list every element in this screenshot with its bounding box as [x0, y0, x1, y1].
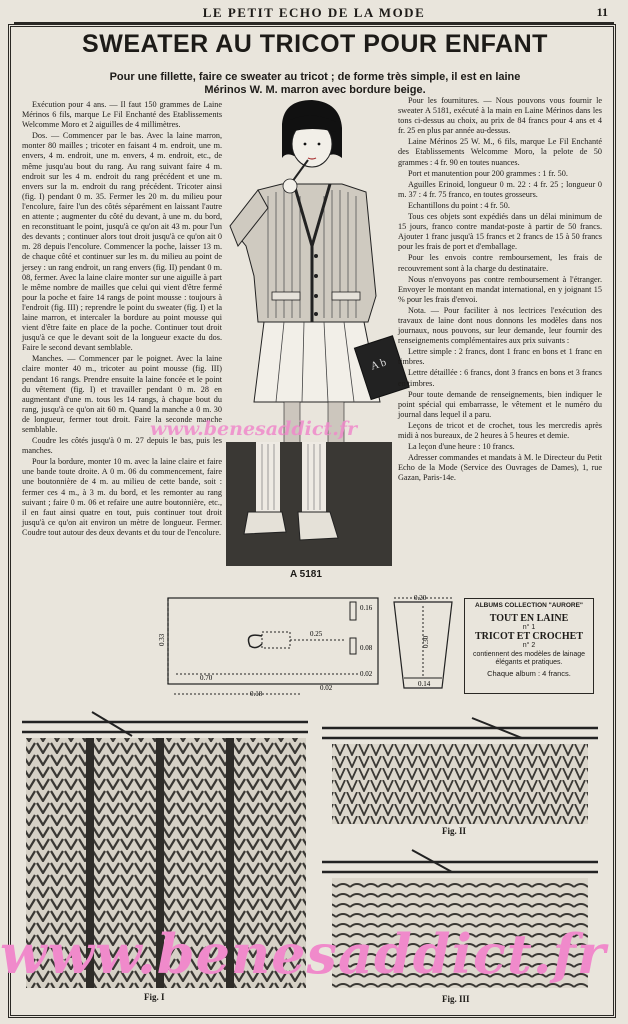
- paragraph: Port et manutention pour 200 grammes : 1 fr. 50.: [408, 168, 568, 178]
- magazine-name: LE PETIT ECHO DE LA MODE: [202, 5, 426, 20]
- paragraph: Laine Mérinos 25 W. M., 6 fils, marque Le Fil Enchanté des Etablissements Welcomme Moro, la pelote de 50 grammes : 4 fr. 90 en toutes nuances.: [398, 137, 602, 167]
- paragraph: Leçons de tricot et de crochet, tous les mercredis après midi à nos bureaux, de 2 heures à 5 heures et demie.: [398, 420, 602, 440]
- album-description: contiennent des modèles de lainage élégants et pratiques.: [472, 651, 586, 666]
- sleeve-cuff: 0.14: [418, 680, 431, 688]
- paragraph: Pour la bordure, monter 10 m. avec la laine claire et faire une bande toute droite. A 0 m. 06 du commencement, faire une boutonnière de 4 m. au milieu de cette bande, soit : fermer ces 4 m., à 3 m. du bord, et les remonter au rang suivant ; faire 0 m. 06 et refaire une autre boutonnière, etc., il en faut ainsi quatre en tout, puis continuer tout droit jusqu'à ce qu'on ait environ un mètre de longueur. Fermer. Coudre tout autour des deux devants et du tour de l'encolure.: [22, 457, 222, 537]
- paragraph: Adresser commandes et mandats à M. le Directeur du Petit Echo de la Mode (Service des Ouvrages de Dames), 1, rue Gazan, Paris-14e.: [398, 453, 602, 483]
- chalk-text: A b: [369, 356, 388, 373]
- sleeve-pattern-diagram: [388, 592, 458, 696]
- measure-bottom-small: 0.02: [320, 684, 333, 692]
- measure-height: 0.33: [158, 633, 166, 646]
- stitch-figure-2: [322, 708, 598, 826]
- page-number: 11: [596, 5, 608, 19]
- album-price: Chaque album : 4 francs.: [487, 669, 571, 678]
- album-number-1: n° 1: [522, 624, 536, 631]
- supplies-column: [398, 96, 602, 588]
- measure-pocket-width: 0.25: [310, 630, 323, 638]
- page-header: [14, 4, 614, 24]
- watermark-small: www.benesaddict.fr: [150, 418, 357, 440]
- measure-width: 0.70: [200, 674, 213, 682]
- fig-1-label: Fig. I: [144, 992, 165, 1002]
- fig-3-label: Fig. III: [442, 994, 470, 1004]
- paragraph: Pour toute demande de renseignements, bien indiquer le point spécial qui embarrasse, le vêtement et le numéro du journal dans lequel il a paru.: [398, 389, 602, 419]
- paragraph: Exécution pour 4 ans. — Il faut 150 grammes de Laine Mérinos 6 fils, marque Le Fil Enchanté des Etablissements Welcomme Moro et 2 aiguilles de 4 millimètres.: [22, 100, 222, 130]
- paragraph: Lettre simple : 2 francs, dont 1 franc en bons et 1 franc en timbres.: [398, 347, 602, 367]
- paragraph: Pour les fournitures. — Nous pouvons vous fournir le sweater A 5181, exécuté à la main en Laine Mérinos dans les tons ci-dessus au choix, au prix de 84 francs pour 4 ans et 4 fr. 25 en plus par année au-dessus.: [398, 96, 602, 136]
- paragraph: Lettre détaillée : 6 francs, dont 3 francs en bons et 3 francs en timbres.: [398, 368, 602, 388]
- paragraph: Coudre les côtés jusqu'à 0 m. 27 depuis le bas, puis les manches.: [22, 436, 222, 456]
- paragraph: Nota. — Pour faciliter à nos lectrices l'exécution des travaux de laine dont nous donnons les modèles dans nos journaux, nous pouvons, sur leur demande, leur fournir des renseignements complémentaires aux prix suivants :: [398, 305, 602, 346]
- paragraph: Manches. — Commencer par le poignet. Avec la laine claire monter 40 m., tricoter au point mousse (fig. III) pendant 16 rangs. Prendre ensuite la laine foncée et le point du vêtement (fig. I) et travailler pendant 0 m. 28 en augmentant d'une m. tous les 14 rangs, à chaque bout du rang, jusqu'à ce qu'on ait 60 m. Quand la manche a 0 m. 30 de longueur, fermer tout droit. Faire la seconde manche semblable.: [22, 354, 222, 434]
- paragraph: Nous n'envoyons pas contre remboursement à l'étranger. Envoyer le montant en mandat international, en y joignant 15 % pour les frais d'envoi.: [398, 274, 602, 304]
- watermark-large: www.benesaddict.fr: [0, 922, 607, 986]
- model-reference: A 5181: [290, 569, 322, 580]
- album-title-1: TOUT EN LAINE: [489, 613, 569, 624]
- shoes-illustration: [226, 442, 392, 566]
- sleeve-length: 0.30: [422, 635, 430, 648]
- paragraph: Dos. — Commencer par le bas. Avec la laine marron, monter 80 mailles ; tricoter en faisant 4 m. endroit, une m. envers, 4 m. endroit, une m. envers, 4 m. endroit, etc., de même jusqu'au bout du rang. Au rang suivant faire 4 m. endroit sur les 4 m. endroit du rang précédent et une m. envers sur la m. endroit du rang précédent. Tricoter ainsi (fig. I) pendant 0 m. 35. Fermer les 20 m. du milieu pour l'encolure, faire l'un des côtés séparément en laissant l'autre en attente ; augmenter du côté du devant, à une m. du bord, en reconstituant le point, jusqu'à ce qu'on ait 43 m. pour l'un des devants ; continuer alors tout droit jusqu'à ce qu'on ait 0 m. 28 depuis l'encolure. Commencer la poche, laisser 13 m. de chaque côté et continuer sur les m. du milieu au point de jersey : un rang endroit, un rang envers (fig. II) pendant 0 m. 08, fermer. Avec la laine claire monter sur une aiguille à part le même nombre de mailles que celui qui vient d'être fermé pour la poche et faire 14 rangs de point mousse : toujours à l'endroit (fig. III) ; reprendre le point du sweater (fig. I) et la laine marron, et intercaler la bordure au point mousse qui vient d'être faite en place de la poche. Continuer tout droit jusqu'à ce que le devant soit de la longueur exacte du dos. Faire le second devant semblable.: [22, 131, 222, 353]
- paragraph: Aguilles Erinoid, longueur 0 m. 22 : 4 fr. 25 ; longueur 0 m. 37 : 4 fr. 75 franco, en toutes grosseurs.: [398, 179, 602, 199]
- measure-pocket-height: 0.08: [360, 644, 373, 652]
- article-subtitle: Pour une fillette, faire ce sweater au tricot ; de forme très simple, il est en laine Mérinos W. M. marron avec bordure beige.: [109, 71, 521, 96]
- sleeve-top: 0.20: [414, 594, 427, 602]
- paragraph: Pour les envois contre remboursement, les frais de recouvrement sont à la charge du destinataire.: [398, 253, 602, 273]
- measure-hem: 0.02: [360, 670, 373, 678]
- measure-neck: 0.16: [360, 604, 373, 612]
- instructions-column: [22, 100, 222, 588]
- paragraph: La leçon d'une heure : 10 francs.: [408, 442, 515, 452]
- album-advertisement: [464, 598, 594, 694]
- paragraph: Tous ces objets sont expédiés dans un délai minimum de 15 jours, franco contre mandat-poste à partir de 50 francs. Ajouter 1 franc jusqu'à 15 francs et 2 francs de 15 à 50 francs pour les frais de port et d'emballage.: [398, 212, 602, 252]
- body-pattern-diagram: [160, 592, 382, 696]
- measure-front: 0.18: [250, 690, 263, 698]
- paragraph: Echantillons du point : 4 fr. 50.: [408, 200, 510, 210]
- album-number-2: n° 2: [522, 642, 536, 649]
- fig-2-label: Fig. II: [442, 826, 467, 836]
- album-collection: ALBUMS COLLECTION "AURORE": [475, 602, 583, 609]
- article-title: SWEATER AU TRICOT POUR ENFANT: [82, 30, 548, 58]
- album-title-2: TRICOT ET CROCHET: [475, 631, 583, 642]
